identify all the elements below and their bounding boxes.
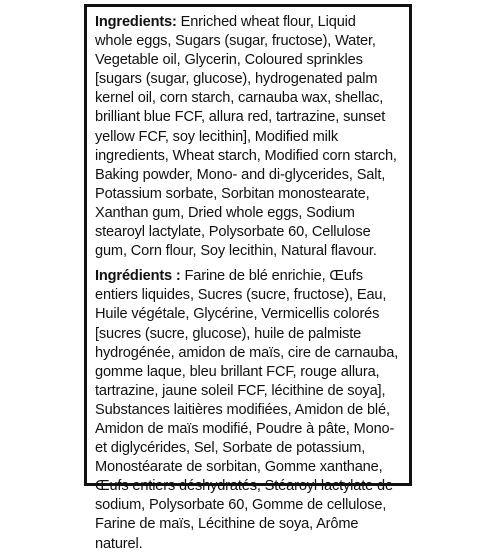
ingredients-line: Ingredients: Enriched wheat flour, Liquid <box>95 14 356 30</box>
ingredients-line: naturel. <box>95 535 143 552</box>
ingredients-line: Monostéarate de sorbitan, Gomme xanthane, <box>95 459 383 476</box>
ingredients-line: Huile végétale, Glycérine, Vermicellis colorés <box>95 306 380 323</box>
ingredients-line: sodium, Polysorbate 60, Gomme de cellulose, <box>95 497 387 514</box>
ingredients-line: hydrogénée, amidon de maïs, cire de carnauba, <box>95 344 399 361</box>
ingredients-line: gomme laque, bleu brillant FCF, rouge allura, <box>95 363 380 380</box>
ingredients-english <box>95 13 401 261</box>
ingredients-line: brilliant blue FCF, allura red, tartrazine, sunset <box>95 109 386 126</box>
ingredients-panel <box>84 4 412 552</box>
ingredients-heading-english: Ingredients: <box>95 14 177 30</box>
ingredients-line: yellow FCF, soy lecithin], Modified milk <box>95 128 338 145</box>
ingredients-line: [sugars (sugar, glucose), hydrogenated palm <box>95 71 378 88</box>
ingredients-line: gum, Corn flour, Soy lecithin, Natural flavour. <box>95 243 377 260</box>
ingredients-line: Farine de maïs, Lécithine de soya, Arôme <box>95 516 359 533</box>
ingredients-line: [sucres (sucre, glucose), huile de palmiste <box>95 325 362 342</box>
ingredients-line: Amidon de maïs modifié, Poudre à pâte, Mono- <box>95 420 395 437</box>
ingredients-line: ingredients, Wheat starch, Modified corn starch, <box>95 147 397 164</box>
ingredients-line: Substances laitières modifiées, Amidon de blé, <box>95 401 390 418</box>
ingredients-line: Baking powder, Mono- and di-glycerides, Salt, <box>95 166 386 183</box>
ingredients-line: Ingrédients : Farine de blé enrichie, Œufs <box>95 268 363 285</box>
ingredients-line: et diglycérides, Sel, Sorbate de potassium, <box>95 440 366 457</box>
ingredients-french <box>95 267 401 553</box>
ingredients-heading-french: Ingrédients : <box>95 268 181 285</box>
ingredients-line: Potassium sorbate, Sorbitan monostearate, <box>95 185 370 202</box>
ingredients-line: stearoyl lactylate, Polysorbate 60, Cellulose <box>95 224 371 241</box>
ingredients-line: Vegetable oil, Glycerin, Coloured sprinkles <box>95 52 363 69</box>
ingredients-line: Œufs entiers déshydratés, Stéaroyl lactylate de <box>95 478 393 495</box>
ingredients-line: Xanthan gum, Dried whole eggs, Sodium <box>95 204 355 221</box>
ingredients-line: tartrazine, jaune soleil FCF, lécithine de soya], <box>95 382 386 399</box>
ingredients-line: kernel oil, corn starch, carnauba wax, shellac, <box>95 90 384 107</box>
ingredients-line: entiers liquides, Sucres (sucre, fructose), Eau, <box>95 287 387 304</box>
ingredients-line: whole eggs, Sugars (sugar, fructose), Water, <box>95 33 376 50</box>
